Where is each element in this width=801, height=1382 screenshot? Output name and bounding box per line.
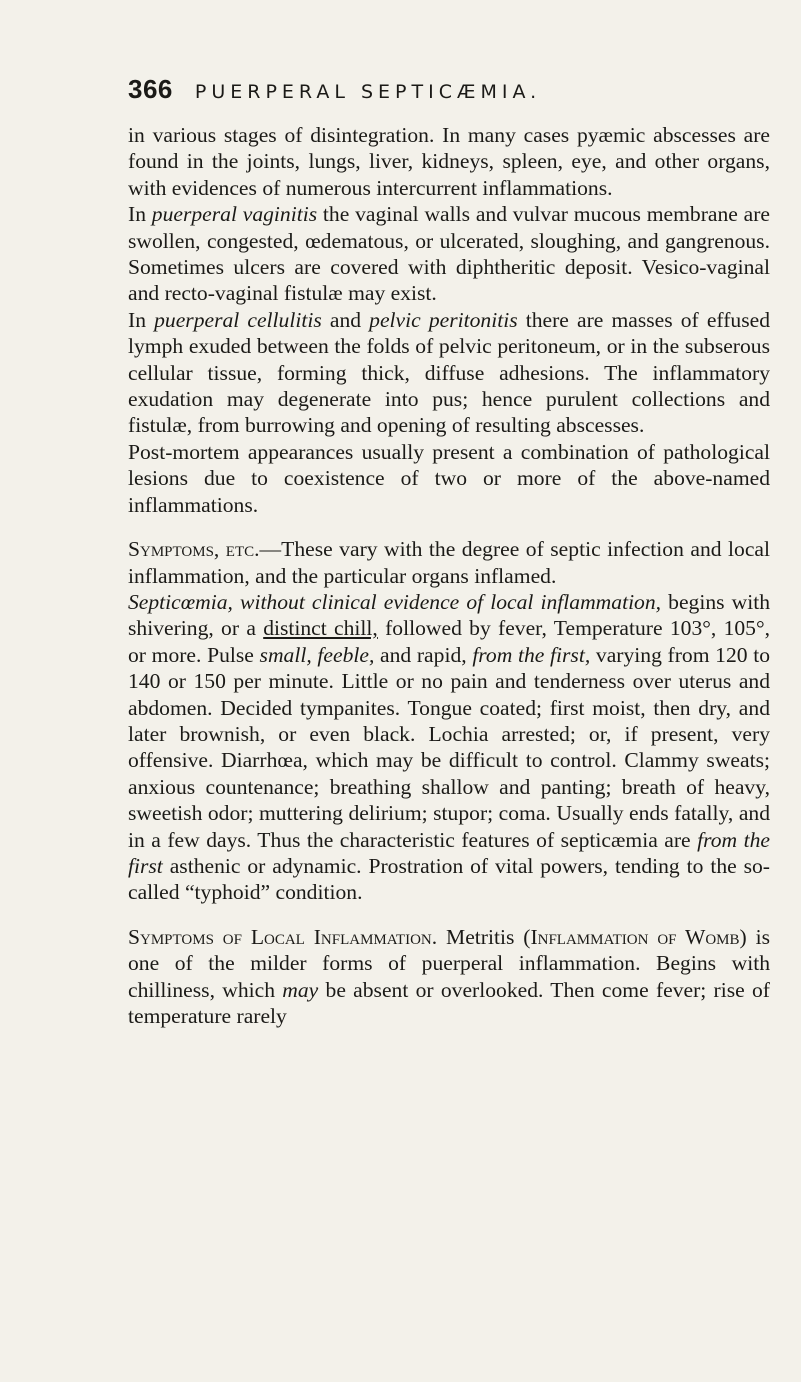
paragraph-post-mortem: Post-mortem appearances usually present a combination of pathological lesions due to coexistence of two or more of the above-named inflammations. xyxy=(128,439,770,517)
paragraph-continuation: in various stages of disintegration. In many cases pyæmic abscesses are found in the joints, lungs, liver, kidneys, spleen, eye, and other organs, with evidences of numerous intercurrent inflammations. xyxy=(128,123,770,200)
term-puerperal-cellulitis: puerperal cellulitis xyxy=(154,307,322,332)
term-puerperal-vaginitis: puerperal vaginitis xyxy=(151,202,318,227)
term-pelvic-peritonitis: pelvic peritonitis xyxy=(369,307,518,332)
paragraph-septicaemia: Septicœmia, without clinical evidence of local inflammation, begins with shivering, or a distinct chill, followed by fever, Temperature 103°, 105°, or more. Pulse small, feeble, and rapid, from the first, varying from 120 to 140 or 150 per minute. Little or no pain and tenderness over uterus and abdomen. Decided tympanites. Tongue coated; first moist, then dry, and later brownish, or even black. Lochia arrested; or, if present, very offensive. Diarrhœa, which may be difficult to control. Clammy sweats; anxious countenance; breathing shallow and panting; breath of heavy, sweetish odor; muttering delirium; stupor; coma. Usually ends fatally, and in a few days. Thus the characteristic features of septicæmia are from the first asthenic or adynamic. Prostration of vital powers, tending to the so-called “typhoid” condition. xyxy=(128,589,771,905)
term-septicaemia: Septicœmia, without clinical evidence of local inflammation, xyxy=(128,589,662,614)
heading-symptoms: Symptoms, etc. xyxy=(128,537,260,562)
running-header xyxy=(128,74,768,105)
heading-local-inflammation: Symptoms of Local Inflammation. xyxy=(128,924,438,949)
page-number: 366 xyxy=(128,74,173,104)
paragraph-local-inflammation: Symptoms of Local Inflammation. Metritis (Inflammation of Womb) is one of the milder forms of puerperal inflammation. Begins with chilliness, which may be absent or overlooked. Then come fever; rise of temperature rarely xyxy=(128,924,770,1028)
underlined-phrase: distinct chill, xyxy=(263,616,378,641)
paragraph-symptoms: Symptoms, etc.—These vary with the degree of septic infection and local inflammation, and the particular organs inflamed. xyxy=(128,537,770,588)
paragraph-vaginitis: In puerperal vaginitis the vaginal walls and vulvar mucous membrane are swollen, congested, œdematous, or ulcerated, sloughing, and gangrenous. Sometimes ulcers are covered with diphtheritic deposit. Vesico-vaginal and recto-vaginal fistulæ may exist. xyxy=(128,202,771,306)
page-body xyxy=(128,122,770,1029)
running-title: PUERPERAL SEPTICÆMIA. xyxy=(194,81,542,103)
paragraph-cellulitis: In puerperal cellulitis and pelvic peritonitis there are masses of effused lymph exuded between the folds of pelvic peritoneum, or in the subserous cellular tissue, forming thick, diffuse adhesions. The inflammatory exudation may degenerate into pus; hence purulent collections and fistulæ, from burrowing and opening of resulting abscesses. xyxy=(128,307,770,438)
